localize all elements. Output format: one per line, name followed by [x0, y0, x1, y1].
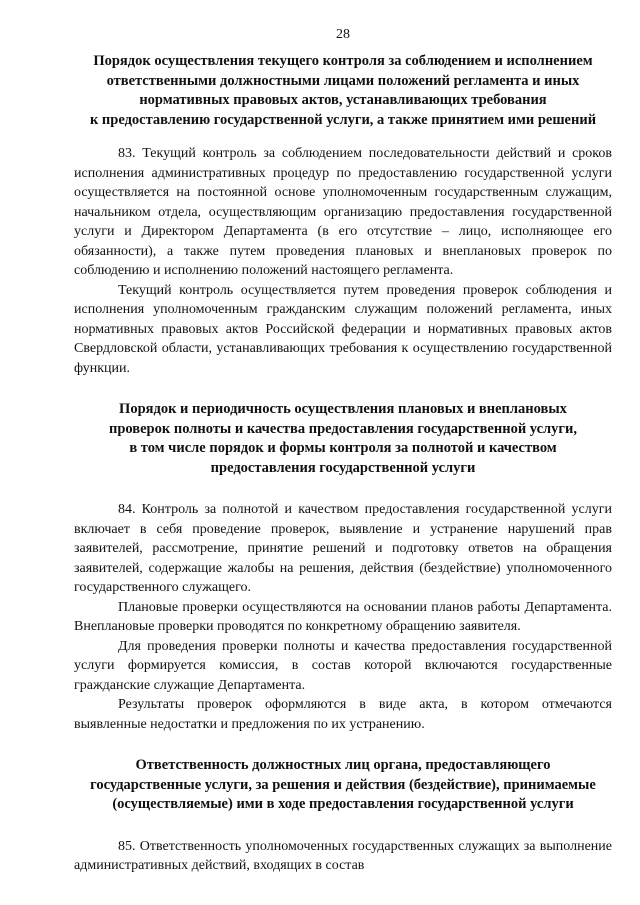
paragraph-current-control-method: Текущий контроль осуществляется путем проведения проверок соблюдения и исполнения уполномоченным гражданским служащим положений регламента, иных нормативных правовых актов Российской федерации и нормативных правовых актов Свердловской области, устанавливающих требования к осуществлению государственной функции.	[74, 282, 612, 376]
section-heading-responsibility	[74, 756, 612, 815]
heading-line: в том числе порядок и формы контроля за полнотой и качеством	[129, 440, 557, 456]
document-page	[74, 26, 612, 876]
spacer	[74, 478, 612, 500]
heading-line: (осуществляемые) ими в ходе предоставления государственной услуги	[112, 796, 574, 812]
heading-line: Ответственность должностных лиц органа, предоставляющего	[135, 757, 551, 773]
heading-line: Порядок и периодичность осуществления плановых и внеплановых	[119, 401, 567, 417]
paragraph-planned-inspections: Плановые проверки осуществляются на основании планов работы Департамента. Внеплановые проверки проводятся по конкретному обращению заявителя.	[74, 599, 612, 634]
paragraph-inspection-results: Результаты проверок оформляются в виде акта, в котором отмечаются выявленные недостатки и предложения по их устранению.	[74, 697, 612, 732]
paragraph-84: 84. Контроль за полнотой и качеством предоставления государственной услуги включает в себя проведение проверок, выявление и устранение нарушений прав заявителей, рассмотрение, принятие решений и подготовку ответов на обращения заявителей, содержащие жалобы на решения, действия (бездействие) уполномоченного государственного служащего.	[74, 502, 612, 595]
spacer	[74, 130, 612, 144]
paragraph-85: 85. Ответственность уполномоченных государственных служащих за выполнение административных действий, входящих в состав	[74, 838, 612, 873]
heading-line: ответственными должностными лицами положений регламента и иных	[106, 72, 580, 89]
spacer	[74, 378, 612, 400]
heading-line: нормативных правовых актов, устанавливающих требования	[139, 92, 547, 108]
section-heading-inspections	[74, 400, 612, 478]
paragraph-83: 83. Текущий контроль за соблюдением последовательности действий и сроков исполнения административных процедур по предоставлению государственной услуги осуществляется на постоянной основе уполномоченным государственным служащим, начальником отдела, осуществляющим организацию предоставления государственной услуги и Директором Департамента (в его отсутствие – лицо, исполняющее его обязанности), а также путем проведения плановых и внеплановых проверок по соблюдению и исполнению положений настоящего регламента.	[74, 146, 612, 278]
heading-line: проверок полноты и качества предоставления государственной услуги,	[108, 420, 577, 437]
spacer	[74, 734, 612, 756]
section-heading-current-control	[74, 52, 612, 130]
heading-line: Порядок осуществления текущего контроля за соблюдением и исполнением	[93, 53, 593, 69]
heading-line: государственные услуги, за решения и действия (бездействие), принимаемые	[90, 776, 596, 793]
spacer	[74, 815, 612, 837]
heading-line: к предоставлению государственной услуги, а также принятием ими решений	[89, 111, 597, 128]
page-number: 28	[336, 27, 350, 42]
heading-line: предоставления государственной услуги	[210, 459, 476, 476]
paragraph-commission: Для проведения проверки полноты и качества предоставления государственной услуги формируется комиссия, в состав которой включаются государственные гражданские служащие Департамента.	[74, 638, 612, 693]
